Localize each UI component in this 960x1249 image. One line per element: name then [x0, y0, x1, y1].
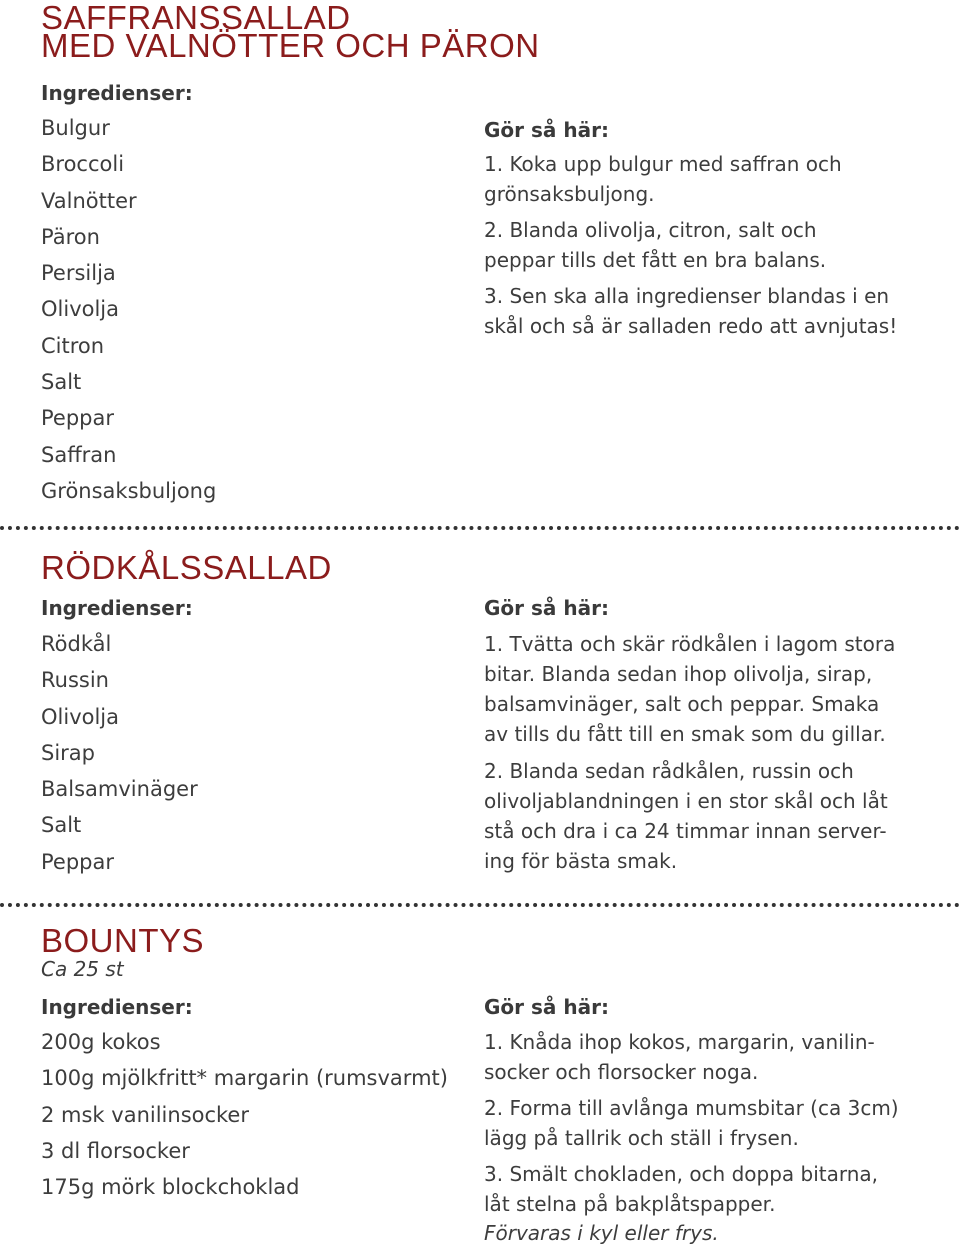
recipe-title-line: RÖDKÅLSSALLAD [41, 549, 332, 586]
ingredient-item: Russin [41, 668, 109, 693]
ingredients-list [41, 626, 198, 880]
recipe-title [41, 549, 332, 586]
section-divider [0, 526, 960, 530]
ingredients-list [41, 110, 216, 509]
steps-list [484, 150, 944, 341]
ingredient-item: 2 msk vanilinsocker [41, 1102, 249, 1127]
ingredient-item: Broccoli [41, 152, 125, 177]
step-line: 3. Smält chokladen, och doppa bitarna, [484, 1162, 879, 1186]
step-line: olivoljablandningen i en stor skål och låt [484, 789, 888, 813]
step-line: 2. Blanda olivolja, citron, salt och [484, 218, 817, 242]
storage-note: Förvaras i kyl eller frys. [484, 1221, 719, 1245]
steps-heading: Gör så här: [484, 995, 609, 1019]
ingredient-item: Valnötter [41, 188, 137, 213]
ingredient-item: 175g mörk blockchoklad [41, 1175, 300, 1200]
step-line: 3. Sen ska alla ingredienser blandas i en [484, 284, 890, 308]
step-line: lägg på tallrik och ställ i frysen. [484, 1125, 799, 1150]
recipe-title [41, 0, 540, 64]
step-line: balsamvinäger, salt och peppar. Smaka [484, 692, 880, 716]
recipe-title-line: MED VALNÖTTER OCH PÄRON [41, 27, 540, 64]
step-line: peppar tills det fått en bra balans. [484, 247, 827, 272]
ingredient-item: Persilja [41, 261, 116, 286]
ingredients-heading: Ingredienser: [41, 995, 193, 1019]
step-line: 2. Forma till avlånga mumsbitar (ca 3cm) [484, 1096, 899, 1120]
step-line: bitar. Blanda sedan ihop olivolja, sirap, [484, 662, 873, 686]
steps-list [484, 1028, 944, 1249]
ingredient-item: Salt [41, 370, 82, 395]
steps-list [484, 629, 944, 876]
steps-heading: Gör så här: [484, 596, 609, 620]
recipe-yield: Ca 25 st [41, 957, 124, 981]
step-line: ing för bästa smak. [484, 849, 678, 873]
steps-heading: Gör så här: [484, 118, 609, 142]
ingredient-item: Rödkål [41, 632, 112, 656]
step-line: 2. Blanda sedan rådkålen, russin och [484, 759, 854, 783]
step-line: 1. Tvätta och skär rödkålen i lagom stora [484, 632, 896, 656]
ingredient-item: Citron [41, 333, 105, 358]
step-line: av tills du fått till en smak som du gillar. [484, 722, 886, 746]
step-line: 1. Koka upp bulgur med saffran och [484, 152, 842, 176]
ingredient-item: Grönsaksbuljong [41, 478, 217, 503]
ingredient-item: Salt [41, 813, 82, 838]
ingredient-item: Päron [41, 224, 100, 249]
step-line: 1. Knåda ihop kokos, margarin, vanilin- [484, 1030, 875, 1054]
recipe-title-line: SAFFRANSSALLAD [41, 0, 351, 36]
ingredient-item: Olivolja [41, 704, 120, 729]
ingredients-heading: Ingredienser: [41, 596, 193, 620]
ingredient-item: Sirap [41, 740, 95, 765]
ingredient-item: Balsamvinäger [41, 777, 198, 802]
step-line: skål och så är salladen redo att avnjutas! [484, 313, 898, 338]
ingredient-item: 3 dl florsocker [41, 1138, 190, 1163]
ingredient-item: Peppar [41, 849, 114, 874]
ingredient-item: 200g kokos [41, 1030, 161, 1054]
step-line: socker och florsocker noga. [484, 1059, 759, 1084]
step-line: stå och dra i ca 24 timmar innan server- [484, 819, 887, 843]
ingredient-item: Peppar [41, 406, 114, 431]
section-divider [0, 903, 960, 907]
ingredients-list [41, 1024, 448, 1205]
step-line: låt stelna på bakplåtspapper. [484, 1191, 776, 1216]
ingredient-item: 100g mjölkfritt* margarin (rumsvarmt) [41, 1066, 448, 1091]
ingredients-heading: Ingredienser: [41, 81, 193, 105]
ingredient-item: Saffran [41, 442, 117, 467]
step-line: grönsaksbuljong. [484, 181, 655, 206]
ingredient-item: Bulgur [41, 116, 110, 140]
recipe-title-line: BOUNTYS [41, 922, 205, 959]
ingredient-item: Olivolja [41, 297, 120, 322]
recipe-title [41, 922, 205, 959]
